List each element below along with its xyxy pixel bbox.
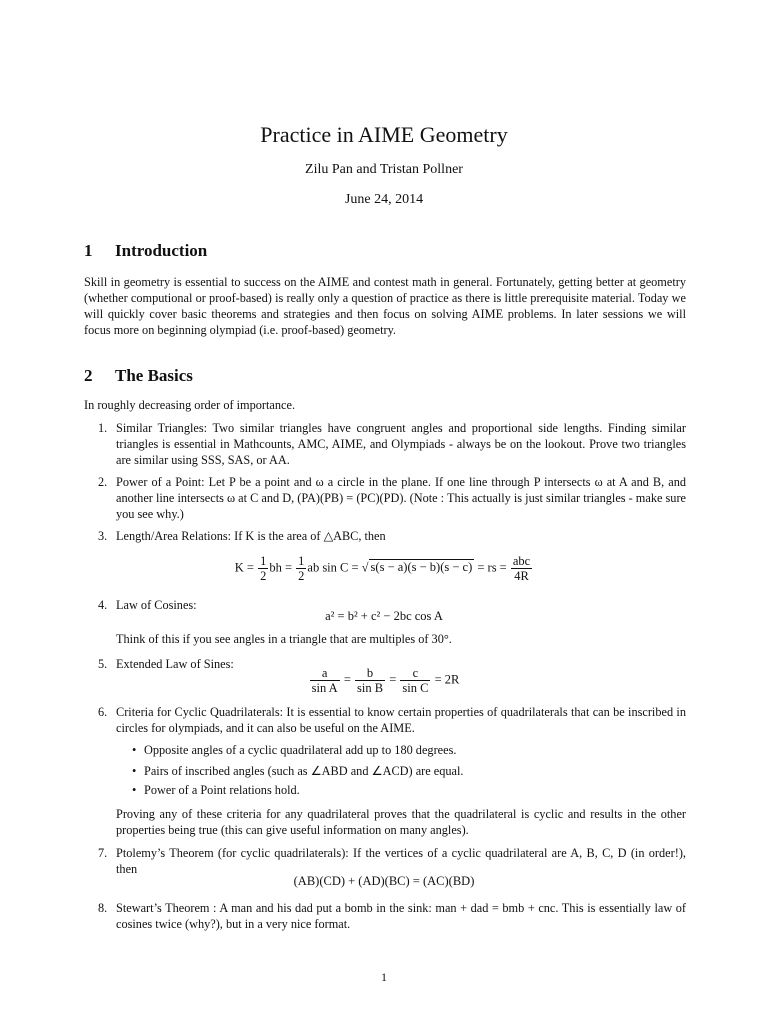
bullet-item: [132, 782, 300, 798]
list-item-number: 8.: [98, 901, 108, 915]
bullet-icon: •: [132, 764, 137, 778]
list-item-number: 1.: [98, 421, 108, 435]
numerator: b: [355, 666, 385, 681]
list-item-text: Law of Cosines:: [116, 598, 197, 612]
intro-paragraph: Skill in geometry is essential to success on the AIME and contest math in general. Fortunately, getting better at geometry (whether computional or proof-based) is really only a question of practice as there is little prerequisite material. Today we will quickly cover basic theorems and strategies and then focus on solving AIME problems. In later sessions we will focus more on beginning olympiad (i.e. proof-based) geometry.: [84, 275, 686, 337]
numerator: a: [310, 666, 340, 681]
list-item-text: Power of a Point: Let P be a point and ω a circle in the plane. If one line through P intersects ω at A and B, and another line intersects ω at C and D, (PA)(PB) = (PC)(PD). (Note : This actually is just similar triangles - make sure you see why.): [116, 475, 686, 521]
note-text: Proving any of these criteria for any quadrilateral proves that the quadrilateral is cyclic and results in the other properties being true (this can give useful information on many angles).: [116, 807, 686, 837]
list-item-text: Extended Law of Sines:: [116, 657, 234, 671]
sqrt-symbol: √: [361, 560, 369, 575]
sqrt-radicand: s(s − a)(s − b)(s − c): [370, 560, 473, 575]
eq-term: = 2R: [434, 672, 460, 687]
list-item-number: 2.: [98, 475, 108, 489]
list-item-number: 3.: [98, 529, 108, 543]
fraction: [511, 554, 532, 583]
numerator: 1: [298, 554, 305, 568]
list-item-text: Stewart’s Theorem : A man and his dad put a bomb in the sink: man + dad = bmb + cnc. This is essentially law of cosines twice (why?), but in a very nice format.: [116, 901, 686, 931]
list-item: [84, 704, 686, 736]
eq-term: bh =: [269, 560, 293, 575]
document-authors: Zilu Pan and Tristan Pollner: [305, 162, 463, 177]
section-heading-introduction: [84, 241, 207, 261]
basics-lead: In roughly decreasing order of importance.: [84, 398, 296, 412]
eq-term: =: [343, 672, 351, 687]
denominator: 2: [260, 569, 267, 583]
list-item-text: Similar Triangles: Two similar triangles have congruent angles and proportional side lengths. Finding similar triangles is essential in Mathcounts, AMC, AIME, and Olympiads - always be on the lookout. Prove two triangles are similar using SSS, SAS, or AA.: [116, 421, 686, 467]
equation-law-of-cosines: a² = b² + c² − 2bc cos A: [325, 609, 443, 623]
bullet-item: [132, 742, 456, 758]
bullet-icon: •: [132, 743, 137, 757]
fraction: [296, 554, 306, 583]
section-heading-basics: [84, 366, 193, 386]
eq-term: =: [389, 672, 397, 687]
denominator: sin B: [357, 681, 384, 695]
equation-area: [0, 554, 768, 583]
list-item-number: 7.: [98, 846, 108, 860]
list-item-number: 6.: [98, 705, 108, 719]
bullet-text: Pairs of inscribed angles (such as ∠ABD and ∠ACD) are equal.: [144, 764, 464, 778]
section-number: 1: [84, 241, 93, 260]
section-title: The Basics: [115, 366, 193, 385]
bullet-text: Power of a Point relations hold.: [144, 783, 300, 797]
numerator: abc: [512, 554, 531, 568]
note-text: Think of this if you see angles in a triangle that are multiples of 30°.: [116, 632, 452, 646]
numerator: c: [400, 666, 430, 681]
list-item: [84, 420, 686, 468]
bullet-icon: •: [132, 783, 137, 797]
numerator: 1: [260, 554, 267, 568]
fraction: [258, 554, 268, 583]
denominator: sin A: [311, 681, 338, 695]
document-date: June 24, 2014: [344, 192, 424, 207]
eq-term: ab sin C =: [307, 560, 359, 575]
list-item-text: Ptolemy’s Theorem (for cyclic quadrilaterals): If the vertices of a cyclic quadrilateral are A, B, C, D (in order!), then: [116, 846, 686, 876]
denominator: 4R: [514, 569, 529, 583]
list-item: [84, 900, 686, 932]
cosine-note: [84, 631, 686, 647]
bullet-item: [132, 763, 464, 779]
list-item: [84, 528, 686, 544]
fraction: [355, 666, 385, 695]
equation-ptolemy: (AB)(CD) + (AD)(BC) = (AC)(BD): [293, 874, 475, 888]
page-number: 1: [381, 970, 387, 984]
list-item-number: 5.: [98, 657, 108, 671]
list-item-text: Criteria for Cyclic Quadrilaterals: It is essential to know certain properties of quadrilaterals that can be inscribed in circles for olympiads, and it can also be useful on the AIME.: [116, 705, 686, 735]
list-item: [84, 474, 686, 522]
section-number: 2: [84, 366, 93, 385]
document-title: Practice in AIME Geometry: [260, 122, 508, 147]
bullet-text: Opposite angles of a cyclic quadrilateral add up to 180 degrees.: [144, 743, 457, 757]
fraction: [310, 666, 340, 695]
equation-law-of-sines: [0, 666, 768, 695]
list-item: [84, 845, 686, 877]
eq-term: K =: [234, 560, 254, 575]
section-title: Introduction: [115, 241, 208, 260]
denominator: sin C: [402, 681, 429, 695]
cyclic-note: [84, 806, 686, 838]
list-item-text: Length/Area Relations: If K is the area of △ABC, then: [116, 529, 386, 543]
list-item-number: 4.: [98, 598, 108, 612]
fraction: [400, 666, 430, 695]
eq-term: = rs =: [477, 560, 507, 575]
denominator: 2: [298, 569, 305, 583]
